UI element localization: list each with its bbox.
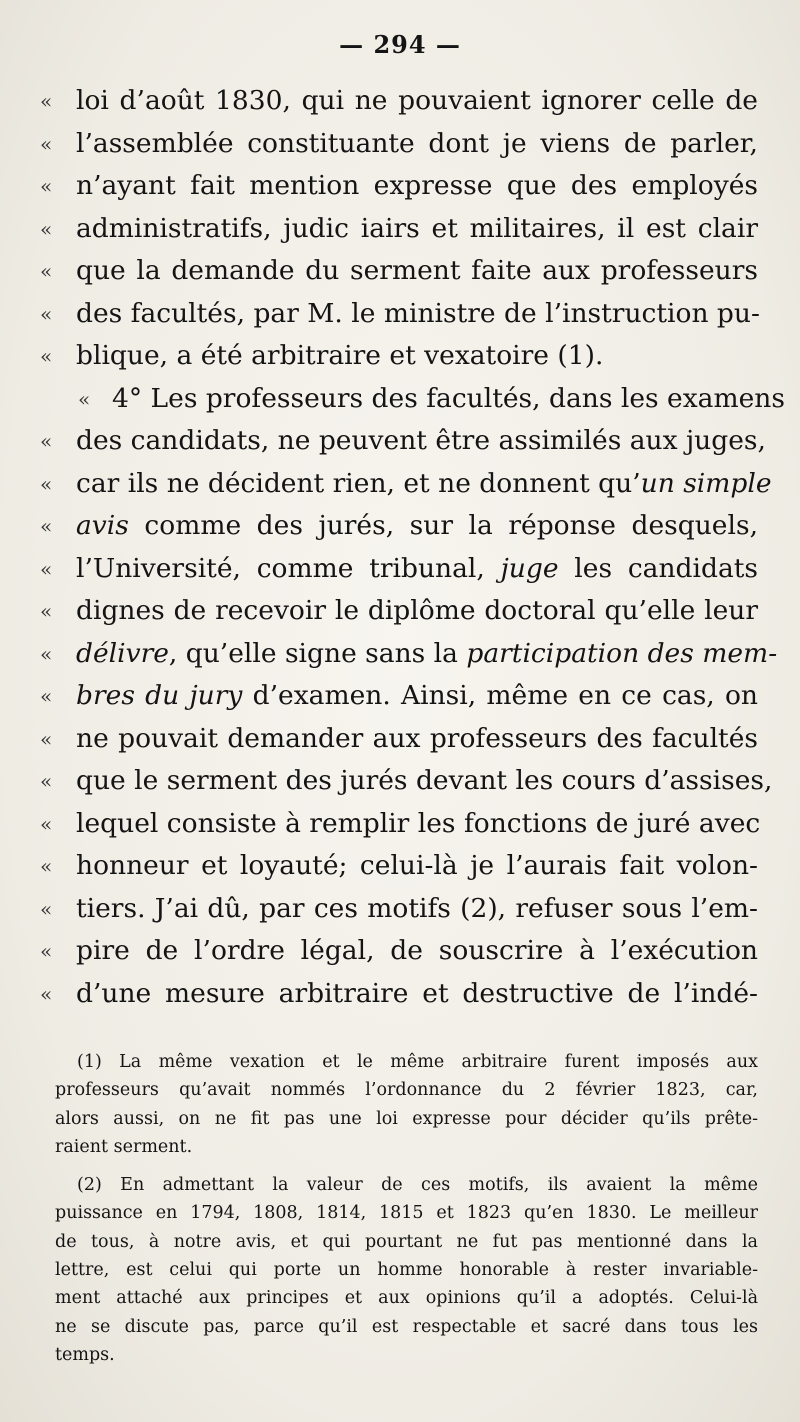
- text-line: [40, 293, 758, 336]
- quote-mark: «: [40, 811, 53, 836]
- quote-mark: «: [40, 514, 53, 538]
- text-line: [40, 250, 758, 293]
- line-text: que le serment des jurés devant les cours d’assises,: [76, 765, 773, 796]
- footnote-line: (1) La même vexation et le même arbitraire furent imposés aux: [77, 1052, 758, 1072]
- quote-mark: «: [40, 131, 53, 156]
- line-text: lequel consiste à remplir les fonctions de juré avec: [76, 807, 761, 839]
- page-number: — 294 —: [339, 30, 461, 59]
- text-line: [40, 973, 758, 1016]
- line-text: l’Université, comme tribunal, juge les candidats: [76, 552, 758, 584]
- quote-mark: «: [40, 769, 53, 793]
- quote-mark: «: [40, 344, 53, 368]
- line-text: avis comme des jurés, sur la réponse desquels,: [76, 510, 758, 541]
- text-line: [40, 590, 758, 633]
- text-line: [40, 718, 758, 761]
- quote-mark: «: [40, 896, 53, 921]
- quote-mark: «: [40, 981, 53, 1006]
- quote-mark: «: [40, 854, 53, 878]
- quote-mark: «: [40, 684, 53, 708]
- line-text: des facultés, par M. le ministre de l’instruction pu-: [76, 297, 760, 329]
- footnote-line: lettre, est celui qui porte un homme honorable à rester invariable-: [55, 1260, 758, 1281]
- text-line: [40, 930, 758, 973]
- footnote-line: professeurs qu’avait nommés l’ordonnance du 2 février 1823, car,: [55, 1080, 758, 1101]
- line-text: l’assemblée constituante dont je viens de parler,: [76, 127, 758, 159]
- quote-mark: «: [40, 939, 53, 963]
- line-text: d’une mesure arbitraire et destructive de l’indé-: [76, 977, 758, 1009]
- quote-mark: «: [40, 89, 53, 113]
- footnote-line: temps.: [55, 1344, 115, 1365]
- line-text: n’ayant fait mention expresse que des employés: [76, 170, 758, 201]
- text-line: [40, 165, 758, 208]
- text-line: [40, 845, 758, 888]
- text-line: [40, 335, 758, 378]
- line-text: délivre, qu’elle signe sans la participation des mem-: [76, 637, 778, 669]
- quote-mark: «: [40, 599, 53, 623]
- text-line: [40, 505, 758, 548]
- quote-mark: «: [40, 216, 53, 241]
- text-line: [40, 675, 758, 718]
- footnote-2: [55, 1171, 758, 1369]
- quote-mark: «: [78, 386, 91, 411]
- text-line: [40, 633, 778, 676]
- quote-mark: «: [40, 174, 53, 198]
- quote-mark: «: [40, 471, 53, 496]
- line-text: bres du jury d’examen. Ainsi, même en ce cas, on: [76, 680, 758, 711]
- footnotes: [55, 1048, 758, 1379]
- footnote-line: ment attaché aux principes et aux opinions qu’il a adoptés. Celui-là: [55, 1288, 758, 1309]
- line-text: des candidats, ne peuvent être assimilés aux juges,: [76, 425, 766, 456]
- text-line: [40, 803, 761, 846]
- line-text: blique, a été arbitraire et vexatoire (1).: [76, 340, 604, 371]
- quote-mark: «: [40, 556, 53, 581]
- line-text: pire de l’ordre légal, de souscrire à l’exécution: [76, 935, 758, 966]
- footnote-1: [55, 1048, 758, 1161]
- footnote-line: ne se discute pas, parce qu’il est respectable et sacré dans tous les: [55, 1316, 758, 1337]
- quote-mark: «: [40, 301, 53, 326]
- line-text: ne pouvait demander aux professeurs des facultés: [76, 722, 758, 754]
- footnote-line: puissance en 1794, 1808, 1814, 1815 et 1823 qu’en 1830. Le meilleur: [55, 1203, 758, 1224]
- line-text: honneur et loyauté; celui-là je l’aurais fait volon-: [76, 850, 758, 881]
- footnote-line: raient serment.: [55, 1136, 193, 1157]
- text-line: [40, 123, 758, 166]
- text-line: [40, 208, 758, 251]
- footnote-line: de tous, à notre avis, et qui pourtant ne fut pas mentionné dans la: [55, 1231, 758, 1252]
- text-line: [40, 80, 758, 123]
- main-text: [40, 80, 785, 1015]
- footnote-line: alors aussi, on ne fit pas une loi expresse pour décider qu’ils prête-: [55, 1108, 758, 1129]
- line-text: que la demande du serment faite aux professeurs: [76, 255, 758, 286]
- footnote-line: (2) En admettant la valeur de ces motifs, ils avaient la même: [77, 1175, 758, 1196]
- quote-mark: «: [40, 726, 53, 751]
- quote-mark: «: [40, 641, 53, 666]
- line-text: tiers. J’ai dû, par ces motifs (2), refuser sous l’em-: [76, 892, 758, 924]
- quote-mark: «: [40, 429, 53, 453]
- line-text: car ils ne décident rien, et ne donnent qu’un simple: [76, 467, 772, 499]
- line-text: loi d’août 1830, qui ne pouvaient ignorer celle de: [76, 85, 758, 116]
- line-text: dignes de recevoir le diplôme doctoral qu’elle leur: [76, 595, 758, 626]
- text-line: [40, 378, 785, 421]
- line-text: administratifs, judic iairs et militaires, il est clair: [76, 212, 758, 244]
- text-line: [40, 888, 758, 931]
- quote-mark: «: [40, 259, 53, 283]
- line-text: 4° Les professeurs des facultés, dans les examens: [112, 382, 785, 414]
- text-line: [40, 420, 766, 463]
- text-line: [40, 548, 758, 591]
- text-line: [40, 760, 773, 803]
- text-line: [40, 463, 772, 506]
